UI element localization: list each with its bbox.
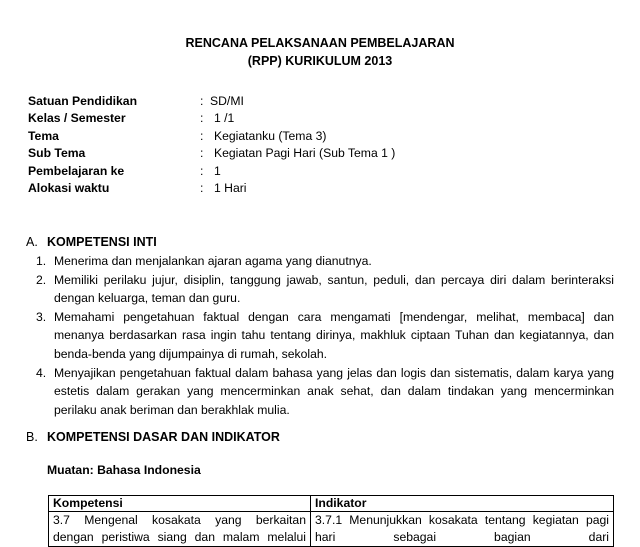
- info-value: SD/MI: [210, 94, 244, 108]
- info-label: Satuan Pendidikan: [28, 94, 138, 108]
- cell-text: 3.7 Mengenal kosakata yang berkaitan dengan peristiwa siang dan malam melalui: [53, 513, 306, 544]
- table-row: [49, 512, 614, 547]
- section-b-heading: [26, 430, 280, 446]
- info-value: Kegiatan Pagi Hari (Sub Tema 1 ): [214, 146, 396, 161]
- section-title: KOMPETENSI INTI: [47, 235, 157, 249]
- info-label: Pembelajaran ke: [28, 163, 125, 178]
- section-a-heading: [26, 235, 157, 251]
- info-row-satuan: [28, 94, 395, 111]
- info-colon: :: [200, 128, 204, 143]
- column-header-kompetensi: Kompetensi: [49, 496, 311, 512]
- list-number: 3.: [36, 309, 47, 324]
- competency-table: [48, 495, 614, 547]
- identity-block: [28, 94, 395, 198]
- list-number: 2.: [36, 272, 47, 287]
- list-number: 1.: [36, 254, 47, 268]
- info-row-pembelajaran: [28, 164, 395, 181]
- section-title: KOMPETENSI DASAR DAN INDIKATOR: [47, 430, 280, 444]
- info-row-kelas: [28, 111, 395, 128]
- list-item: [36, 308, 614, 364]
- info-label: Tema: [28, 128, 59, 143]
- info-value: 1: [214, 163, 221, 178]
- cell-text: 3.7.1 Menunjukkan kosakata tentang kegiatan pagi hari sebagai bagian dari: [315, 513, 609, 544]
- list-number: 4.: [36, 365, 47, 380]
- table-cell-kompetensi: [49, 512, 311, 547]
- info-row-tema: [28, 129, 395, 146]
- info-value: 1 /1: [214, 111, 235, 126]
- info-row-alokasi: [28, 181, 395, 198]
- muatan-label: Muatan: Bahasa Indonesia: [47, 463, 201, 477]
- info-colon: :: [200, 163, 204, 178]
- info-row-subtema: [28, 146, 395, 163]
- list-text: Menyajikan pengetahuan faktual dalam bahasa yang jelas dan logis dan sistematis, dalam karya yang estetis dalam gerakan yang mencerminkan anak sehat, dan dalam tindakan yang mencerminkan perilaku anak beriman dan berakhlak mulia.: [54, 365, 614, 417]
- list-text: Menerima dan menjalankan ajaran agama yang dianutnya.: [54, 254, 372, 268]
- list-item: [36, 271, 614, 308]
- info-label: Kelas / Semester: [28, 111, 126, 126]
- info-label: Sub Tema: [28, 146, 86, 161]
- document-subtitle: (RPP) KURIKULUM 2013: [247, 54, 393, 68]
- list-text: Memiliki perilaku jujur, disiplin, tanggung jawab, santun, peduli, dan percaya diri dalam berinteraksi dengan keluarga, teman dan guru.: [54, 272, 614, 306]
- info-colon: :: [200, 111, 204, 126]
- table-header-row: [49, 496, 614, 512]
- info-value: 1 Hari: [214, 180, 247, 195]
- section-letter: B.: [26, 430, 38, 444]
- info-colon: :: [200, 180, 204, 195]
- list-item: [36, 364, 614, 420]
- list-text: Memahami pengetahuan faktual dengan cara mengamati [mendengar, melihat, membaca] dan menanya berdasarkan rasa ingin tahu tentang dirinya, makhluk ciptaan Tuhan dan kegiatannya, dan benda-benda yang dijumpainya di rumah, sekolah.: [54, 309, 614, 361]
- kompetensi-inti-list: [36, 252, 614, 419]
- info-value: Kegiatanku (Tema 3): [214, 128, 327, 143]
- info-colon: :: [200, 94, 204, 108]
- info-label: Alokasi waktu: [28, 180, 110, 195]
- list-item: [36, 252, 614, 271]
- info-colon: :: [200, 146, 204, 161]
- section-letter: A.: [26, 235, 38, 249]
- table-cell-indikator: [311, 512, 614, 547]
- document-title: RENCANA PELAKSANAAN PEMBELAJARAN: [185, 36, 455, 50]
- column-header-indikator: Indikator: [311, 496, 614, 512]
